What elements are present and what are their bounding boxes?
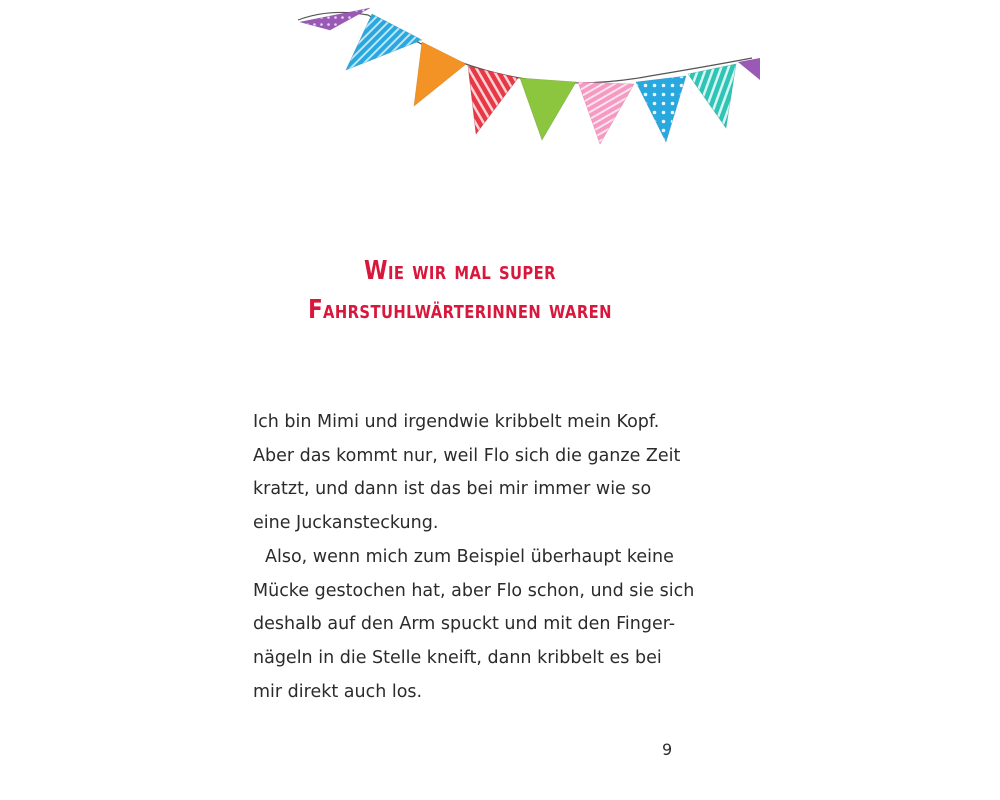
chapter-title-line-1: Wie wir mal super	[364, 256, 556, 286]
page-number: 9	[662, 740, 673, 759]
body-text	[253, 406, 693, 709]
bunting-illustration	[290, 0, 760, 150]
body-line: nägeln in die Stelle kneift, dann kribbelt es bei	[253, 647, 662, 668]
body-line: Also, wenn mich zum Beispiel überhaupt keine	[265, 546, 674, 567]
body-line: Aber das kommt nur, weil Flo sich die ganze Zeit	[253, 445, 681, 466]
chapter-title-line-2: Fahrstuhlwärterinnen waren	[308, 295, 612, 325]
flag-orange	[414, 42, 466, 106]
body-line: eine Juckansteckung.	[253, 513, 439, 534]
flag-green	[520, 78, 576, 140]
flag-purple-dotted	[300, 8, 370, 30]
flag-blue-striped	[346, 14, 422, 70]
flag-teal-striped	[688, 64, 736, 128]
chapter-title	[288, 252, 632, 330]
body-line: Mücke gestochen hat, aber Flo schon, und sie sich	[253, 580, 695, 601]
body-line: kratzt, und dann ist das bei mir immer wie so	[253, 479, 652, 500]
body-line: Ich bin Mimi und irgendwie kribbelt mein Kopf.	[253, 412, 660, 432]
body-line: mir direkt auch los.	[253, 681, 423, 702]
body-line: deshalb auf den Arm spuckt und mit den Finger-	[253, 614, 676, 635]
flag-pink-striped	[578, 82, 634, 144]
flag-purple-edge	[738, 58, 760, 80]
